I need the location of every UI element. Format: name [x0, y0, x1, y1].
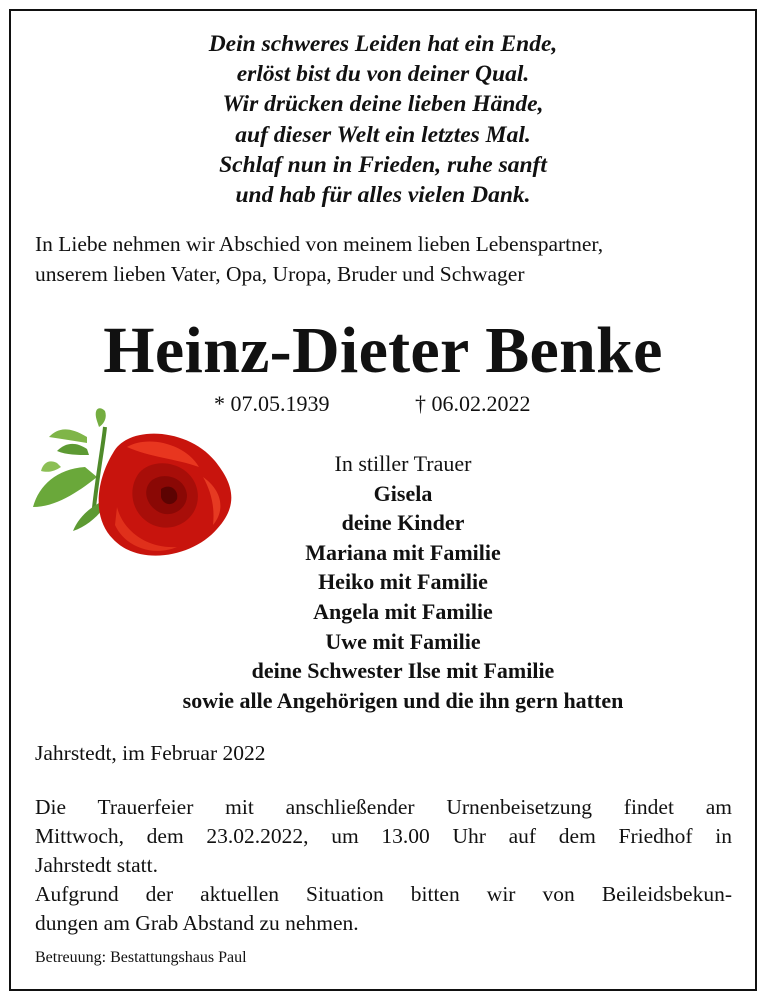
mourners-list	[51, 449, 755, 715]
intro-line: In Liebe nehmen wir Abschied von meinem lieben Lebenspartner,	[35, 232, 604, 256]
mourner-name: Uwe mit Familie	[325, 628, 481, 654]
intro-line: unserem lieben Vater, Opa, Uropa, Bruder und Schwager	[35, 262, 525, 286]
funeral-notice	[35, 793, 732, 879]
death-date: † 06.02.2022	[415, 391, 531, 416]
mourner-name: Angela mit Familie	[313, 598, 493, 624]
poem-line: auf dieser Welt ein letztes Mal.	[235, 121, 531, 148]
mourner-name: Mariana mit Familie	[305, 539, 501, 565]
poem-line: und hab für alles vielen Dank.	[235, 182, 531, 209]
place-and-date: Jahrstedt, im Februar 2022	[35, 741, 266, 765]
memorial-poem	[11, 29, 755, 210]
notice-line: dungen am Grab Abstand zu nehmen.	[35, 910, 359, 935]
poem-line: erlöst bist du von deiner Qual.	[236, 61, 530, 88]
notice-line: Jahrstedt statt.	[35, 852, 159, 877]
obituary-notice	[9, 9, 757, 991]
mourner-name: deine Schwester Ilse mit Familie	[251, 658, 555, 684]
mourner-name: sowie alle Angehörigen und die ihn gern hatten	[182, 687, 624, 713]
notice-line: Mittwoch, dem 23.02.2022, um 13.00 Uhr auf dem Friedhof in	[35, 823, 732, 848]
mourner-name: Heiko mit Familie	[318, 569, 488, 595]
mourner-name: deine Kinder	[341, 510, 465, 536]
undertaker-credit: Betreuung: Bestattungshaus Paul	[35, 949, 247, 966]
mourner-name: Gisela	[373, 480, 433, 506]
notice-line: Die Trauerfeier mit anschließender Urnenbeisetzung findet am	[35, 795, 732, 819]
birth-date: * 07.05.1939	[214, 391, 330, 416]
deceased-name: Heinz-Dieter Benke	[103, 314, 663, 387]
mourners-heading: In stiller Trauer	[334, 451, 472, 476]
poem-line: Wir drücken deine lieben Hände,	[222, 91, 544, 118]
poem-line: Schlaf nun in Frieden, ruhe sanft	[219, 151, 547, 178]
condolence-notice	[35, 880, 732, 938]
notice-line: Aufgrund der aktuellen Situation bitten wir von Beileidsbekun-	[35, 882, 732, 906]
farewell-intro	[35, 229, 603, 289]
poem-line: Dein schweres Leiden hat ein Ende,	[208, 31, 558, 57]
